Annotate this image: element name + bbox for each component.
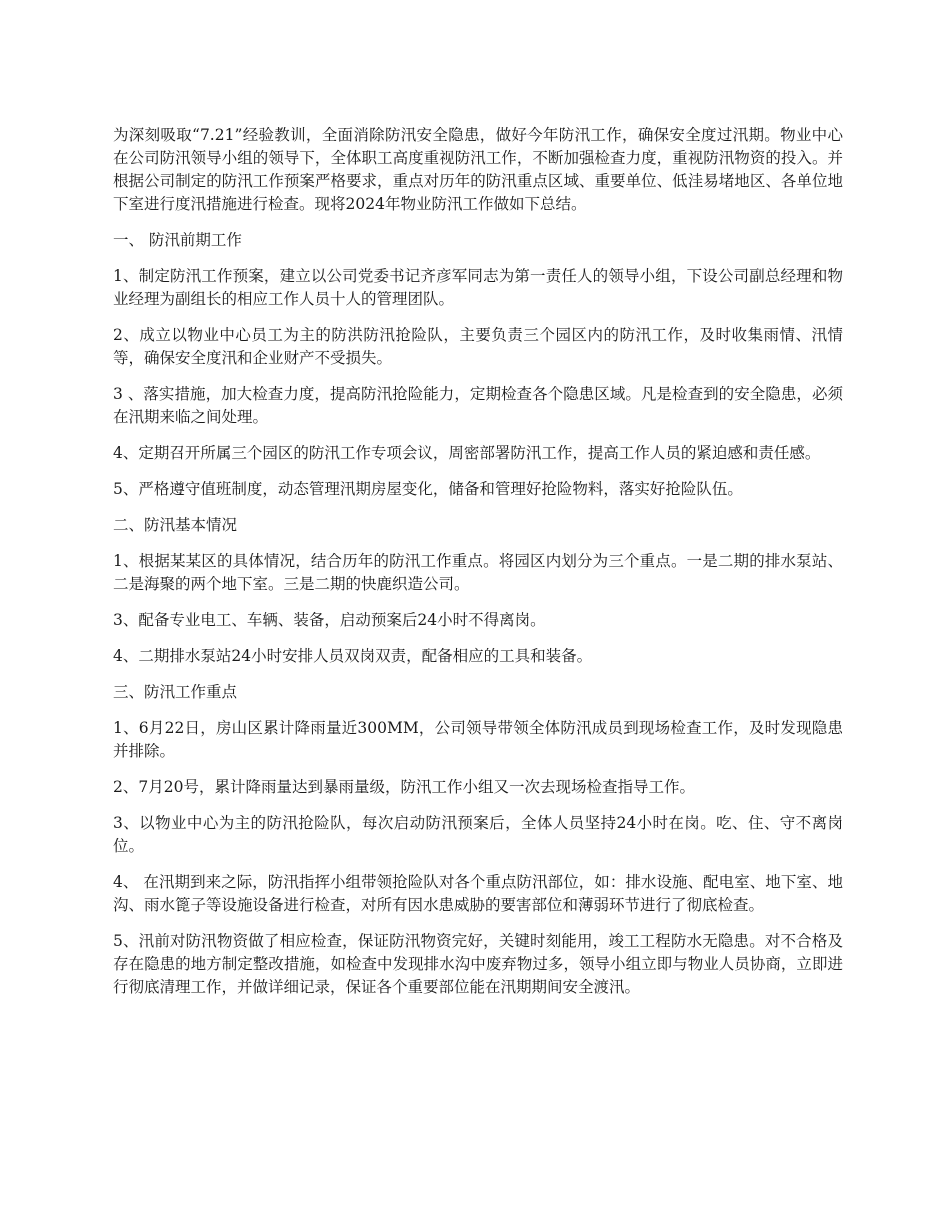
section-heading-1: 一、 防汛前期工作 <box>113 231 242 249</box>
section-1-item-3: 3 、落实措施，加大检查力度，提高防汛抢险能力，定期检查各个隐患区域。凡是检查到的安全隐患，必须在汛期来临之间处理。 <box>113 385 843 426</box>
section-2-item-1: 1、根据某某区的具体情况，结合历年的防汛工作重点。将园区内划分为三个重点。一是二期的排水泵站、二是海聚的两个地下室。三是二期的快鹿织造公司。 <box>113 552 843 593</box>
section-1-item-5: 5、严格遵守值班制度，动态管理汛期房屋变化，储备和管理好抢险物料，落实好抢险队伍。 <box>113 480 743 498</box>
section-2-item-4: 4、二期排水泵站24小时安排人员双岗双责，配备相应的工具和装备。 <box>113 647 593 665</box>
section-1-item-1: 1、制定防汛工作预案，建立以公司党委书记齐彦军同志为第一责任人的领导小组，下设公司副总经理和物业经理为副组长的相应工作人员十人的管理团队。 <box>113 267 843 308</box>
section-3-item-1: 1、6月22日，房山区累计降雨量近300MM，公司领导带领全体防汛成员到现场检查工作，及时发现隐患并排除。 <box>113 719 843 760</box>
section-heading-2: 二、防汛基本情况 <box>113 516 238 534</box>
section-3-item-3: 3、以物业中心为主的防汛抢险队，每次启动防汛预案后，全体人员坚持24小时在岗。吃、住、守不离岗位。 <box>113 814 843 855</box>
section-3-item-4: 4、 在汛期到来之际，防汛指挥小组带领抢险队对各个重点防汛部位，如：排水设施、配电室、地下室、地沟、雨水篦子等设施设备进行检查，对所有因水患威胁的要害部位和薄弱环节进行了彻底检查。 <box>113 873 843 914</box>
section-1-item-4: 4、定期召开所属三个园区的防汛工作专项会议，周密部署防汛工作，提高工作人员的紧迫感和责任感。 <box>113 444 821 462</box>
section-heading-3: 三、防汛工作重点 <box>113 683 238 701</box>
document-body <box>113 124 843 1012</box>
section-1-item-2: 2、成立以物业中心员工为主的防洪防汛抢险队，主要负责三个园区内的防汛工作，及时收集雨情、汛情等，确保安全度汛和企业财产不受损失。 <box>113 326 843 367</box>
section-3-item-5: 5、汛前对防汛物资做了相应检查，保证防汛物资完好，关键时刻能用，竣工工程防水无隐患。对不合格及存在隐患的地方制定整改措施，如检查中发现排水沟中废弃物过多，领导小组立即与物业人员协商，立即进行彻底清理工作，并做详细记录，保证各个重要部位能在汛期期间安全渡汛。 <box>113 932 843 996</box>
intro-paragraph: 为深刻吸取“7.21”经验教训，全面消除防汛安全隐患，做好今年防汛工作，确保安全度过汛期。物业中心在公司防汛领导小组的领导下，全体职工高度重视防汛工作，不断加强检查力度，重视防汛物资的投入。并根据公司制定的防汛工作预案严格要求，重点对历年的防汛重点区域、重要单位、低洼易堵地区、各单位地下室进行度汛措施进行检查。现将2024年物业防汛工作做如下总结。 <box>113 126 843 213</box>
section-3-item-2: 2、7月20号，累计降雨量达到暴雨量级，防汛工作小组又一次去现场检查指导工作。 <box>113 778 695 796</box>
section-2-item-3: 3、配备专业电工、车辆、装备，启动预案后24小时不得离岗。 <box>113 611 546 629</box>
